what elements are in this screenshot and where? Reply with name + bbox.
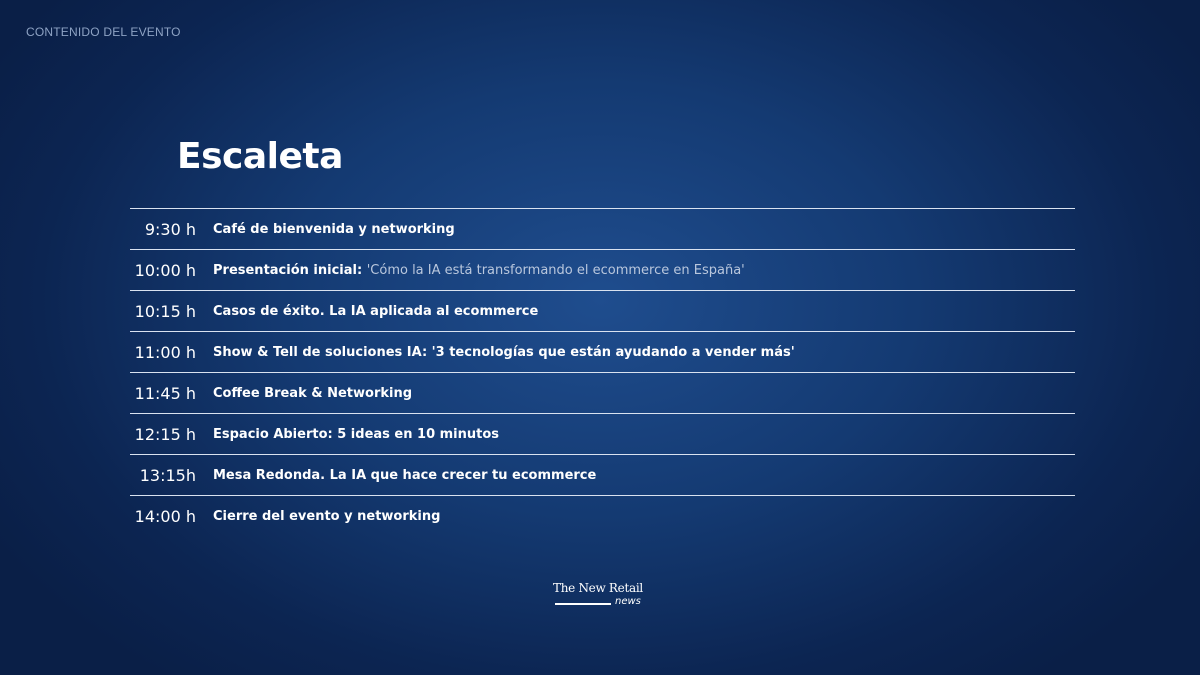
agenda-description bbox=[213, 263, 745, 278]
logo-subtitle: news bbox=[615, 596, 641, 607]
agenda-description bbox=[213, 468, 596, 483]
agenda-subtitle: 'Cómo la IA está transformando el ecommerce en España' bbox=[366, 262, 745, 278]
agenda-title: Cierre del evento y networking bbox=[213, 508, 441, 524]
agenda-title: Espacio Abierto: 5 ideas en 10 minutos bbox=[213, 426, 500, 442]
agenda-title: Mesa Redonda. La IA que hace crecer tu ecommerce bbox=[213, 467, 597, 483]
agenda-row bbox=[130, 372, 1075, 413]
agenda-row bbox=[130, 331, 1075, 372]
agenda-time: 11:00 h bbox=[134, 342, 196, 362]
agenda-description bbox=[213, 304, 538, 319]
agenda-time: 10:00 h bbox=[134, 260, 196, 280]
agenda-row bbox=[130, 413, 1075, 454]
page-title: Escaleta bbox=[177, 136, 343, 177]
agenda-time: 13:15h bbox=[139, 465, 196, 485]
logo-underline bbox=[555, 603, 611, 605]
agenda-list bbox=[130, 208, 1075, 536]
agenda-title: Presentación inicial: bbox=[213, 262, 367, 278]
agenda-description bbox=[213, 386, 412, 401]
agenda-title: Coffee Break & Networking bbox=[213, 385, 413, 401]
agenda-row bbox=[130, 290, 1075, 331]
agenda-time: 11:45 h bbox=[134, 383, 196, 403]
agenda-title: Café de bienvenida y networking bbox=[213, 221, 455, 237]
agenda-row bbox=[130, 454, 1075, 495]
agenda-time: 12:15 h bbox=[134, 424, 196, 444]
agenda-row bbox=[130, 495, 1075, 536]
agenda-time: 14:00 h bbox=[134, 506, 196, 526]
agenda-description bbox=[213, 509, 440, 524]
section-label: CONTENIDO DEL EVENTO bbox=[26, 25, 181, 39]
agenda-description bbox=[213, 345, 795, 360]
agenda-row bbox=[130, 249, 1075, 290]
brand-logo bbox=[553, 581, 649, 611]
logo-name: The New Retail bbox=[553, 581, 643, 595]
agenda-time: 10:15 h bbox=[134, 301, 196, 321]
agenda-row bbox=[130, 208, 1075, 249]
agenda-description bbox=[213, 222, 455, 237]
agenda-title: Casos de éxito. La IA aplicada al ecommerce bbox=[213, 303, 539, 319]
agenda-description bbox=[213, 427, 499, 442]
agenda-title: Show & Tell de soluciones IA: '3 tecnologías que están ayudando a vender más' bbox=[213, 344, 795, 360]
agenda-time: 9:30 h bbox=[144, 219, 196, 239]
